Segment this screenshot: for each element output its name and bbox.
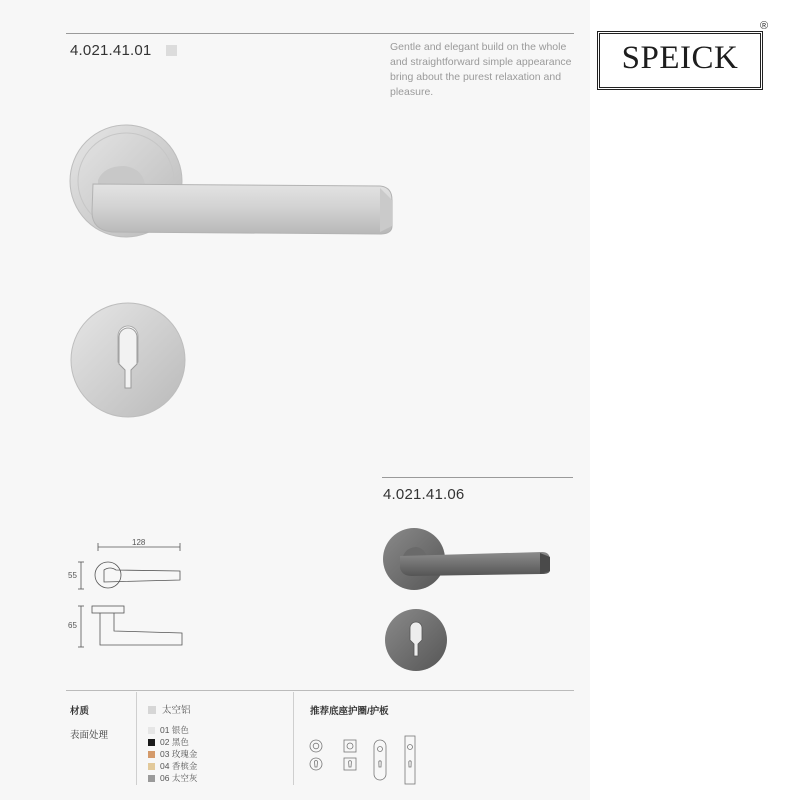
- finish-option-01: [148, 725, 189, 735]
- registered-mark: ®: [760, 20, 769, 32]
- table-rule: [66, 690, 574, 691]
- finish-option-06: [148, 773, 197, 783]
- finish-text-03: 03 玫瑰金: [160, 749, 198, 759]
- finish-swatch-02: [148, 739, 155, 746]
- material-value: [148, 702, 191, 716]
- finish-option-04: [148, 761, 197, 771]
- dimension-length: 128: [132, 538, 146, 547]
- recommend-label: 推荐底座护圈/护板: [310, 706, 389, 717]
- table-separator-1: [136, 692, 137, 785]
- product-code-1: 4.021.41.01: [70, 42, 152, 59]
- material-label: 材质: [70, 706, 90, 717]
- product-code-2: 4.021.41.06: [383, 486, 465, 503]
- finish-swatch-04: [148, 763, 155, 770]
- material-text: 太空铝: [162, 705, 191, 716]
- dimension-rose-height: 55: [68, 571, 77, 580]
- finish-text-01: 01 银色: [160, 725, 189, 735]
- logo-text: SPEICK: [621, 40, 739, 76]
- finish-label: 表面处理: [70, 730, 109, 741]
- table-separator-2: [293, 692, 294, 785]
- product-description: Gentle and elegant build on the whole and straightforward simple appearance bring about the purest relaxation and pleasure.: [390, 41, 572, 98]
- product2-rule: [382, 477, 573, 478]
- finish-option-02: [148, 737, 189, 747]
- finish-option-03: [148, 749, 197, 759]
- finish-text-06: 06 太空灰: [160, 773, 198, 783]
- finish-swatch-01: [148, 727, 155, 734]
- dimension-projection: 65: [68, 621, 77, 630]
- finish-swatch-06: [148, 775, 155, 782]
- finish-swatch-03: [148, 751, 155, 758]
- finish-text-04: 04 香槟金: [160, 761, 198, 771]
- finish-text-02: 02 黑色: [160, 737, 189, 747]
- material-swatch: [148, 706, 156, 714]
